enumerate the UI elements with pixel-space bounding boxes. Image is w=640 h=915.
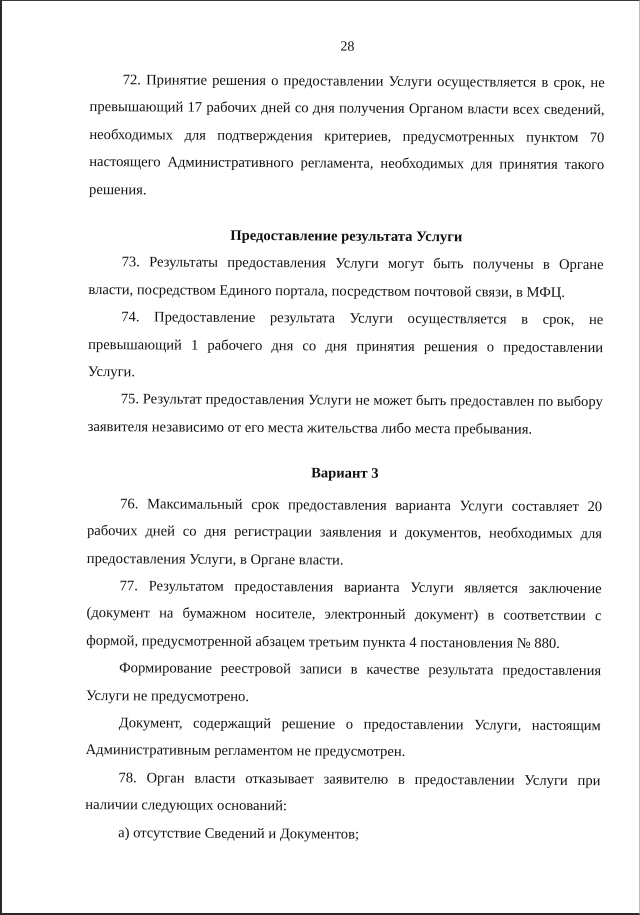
page-number: 28 [340,39,355,55]
section-heading-variant-3: Вариант 3 [311,465,379,483]
paragraph-75: 75. Результат предоставления Услуги не может быть предоставлен по выбору заявителя независимо от его места жительства либо места пребывания. [87,391,603,438]
paragraph-decision-document: Документ, содержащий решение о предоставлении Услуги, настоящим Административным регламентом не предусмотрен. [85,715,601,761]
paragraph-78: 78. Орган власти отказывает заявителю в предоставлении Услуги при наличии следующих оснований: [85,769,601,815]
paragraph-72: 72. Принятие решения о предоставлении Услуги осуществляется в срок, не превышающий 17 рабочих дней со дня получения Органом власти всех сведений, необходимых для подтверждения критериев, предусмотренных пунктом 70 настоящего Административного регламента, необходимых для принятия такого решения. [89,72,605,198]
section-heading-result: Предоставление результата Услуги [230,227,463,246]
paragraph-77: 77. Результатом предоставления варианта Услуги является заключение (документ на бумажном носителе, электронный документ) в соответствии с формой, предусмотренной абзацем третьим пункта 4 постановления № 880. [86,578,602,652]
paragraph-76: 76. Максимальный срок предоставления варианта Услуги составляет 20 рабочих дней со дня регистрации заявления и документов, необходимых для предоставления Услуги, в Органе власти. [86,495,603,569]
document-body [85,37,605,850]
paragraph-registry-record: Формирование реестровой записи в качестве результата предоставления Услуги не предусмотрено. [85,660,602,705]
paragraph-78-item-a: а) отсутствие Сведений и Документов; [118,824,360,843]
paragraph-73: 73. Результаты предоставления Услуги могут быть получены в Органе власти, посредством Единого портала, посредством почтовой связи, в МФЦ. [88,254,604,301]
paragraph-74: 74. Предоставление результата Услуги осуществляется в срок, не превышающий 1 рабочего дня со дня принятия решения о предоставлении Услуги. [87,309,604,381]
